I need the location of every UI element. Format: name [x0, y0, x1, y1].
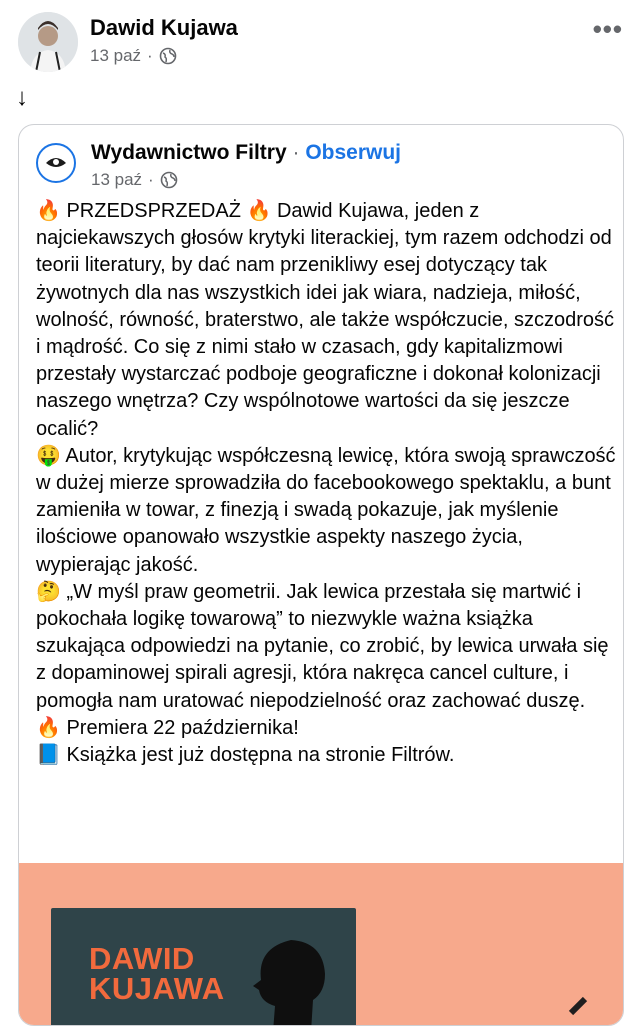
post-paragraph: 🔥 PRZEDSPRZEDAŻ 🔥 Dawid Kujawa, jeden z najciekawszych głosów krytyki literackiej, tym razem odchodzi od teorii literatury, by dać nam przenikliwy esej dotyczący tak żywotnych dla nas wszystkich idei jak wiara, nadzieja, miłość, wolność, równość, braterstwo, ale także współczucie, szczodrość i mądrość. Co się z nimi stało w czasach, gdy kapitalizmowi przestały wystarczać podboje geograficzne i dokonał kolonizacji naszego wnętrza? Czy wspólnotowe wartości da się jeszcze ocalić? — [36, 200, 615, 440]
page-logo[interactable] — [36, 143, 76, 183]
shared-post-meta — [91, 170, 178, 190]
book-author-line: DAWID — [89, 941, 195, 976]
meta-separator: · — [147, 46, 153, 65]
post-text — [36, 198, 618, 769]
shared-meta-separator: · — [148, 170, 154, 189]
shared-post-card[interactable] — [18, 124, 624, 1026]
head-silhouette-icon — [251, 936, 329, 1026]
page-name[interactable]: Wydawnictwo Filtry — [91, 141, 287, 164]
shared-page-header — [91, 141, 401, 165]
follow-separator: · — [292, 141, 300, 164]
globe-icon[interactable] — [159, 47, 177, 65]
post-header — [0, 0, 643, 111]
globe-icon[interactable] — [160, 171, 178, 189]
post-paragraph: 🤔 „W myśl praw geometrii. Jak lewica przestała się martwić i pokochała logikę towarową” to niezwykle ważna książka szukająca odpowiedzi na pytanie, co zrobić, by lewica urwała się z dopaminowej spirali agresji, która nakręca cancel culture, i pomogła nam uratować niepodzielność oraz zachować duszę. — [36, 580, 609, 712]
avatar-photo — [18, 12, 78, 72]
arrow-down-text: ↓ — [16, 84, 28, 111]
shared-post-time[interactable]: 13 paź — [91, 170, 143, 189]
follow-button[interactable]: Obserwuj — [305, 141, 402, 164]
more-options-button[interactable]: ••• — [592, 14, 623, 44]
post-time[interactable]: 13 paź — [90, 46, 142, 65]
book — [51, 908, 356, 1026]
book-cover-image[interactable] — [19, 863, 623, 1026]
avatar[interactable] — [18, 12, 78, 72]
post-author-name[interactable]: Dawid Kujawa — [90, 15, 238, 40]
eye-logo-icon — [38, 145, 74, 181]
post-paragraph: 📘 Książka jest już dostępna na stronie Filtrów. — [36, 744, 455, 767]
post-paragraph: 🔥 Premiera 22 października! — [36, 716, 299, 739]
book-author-text — [89, 941, 225, 1006]
post-paragraph: 🤑 Autor, krytykując współczesną lewicę, która swoją sprawczość w dużej mierze sprowadziła do facebookowego spektaklu, a bunt zamieniła w towar, z finezją i swadą pokazuje, jak myślenie ilościowe opanowało wszystkie aspekty naszego życia, wypierając jakość. — [36, 444, 616, 576]
book-author-line: KUJAWA — [89, 971, 225, 1006]
post-meta — [90, 46, 177, 66]
